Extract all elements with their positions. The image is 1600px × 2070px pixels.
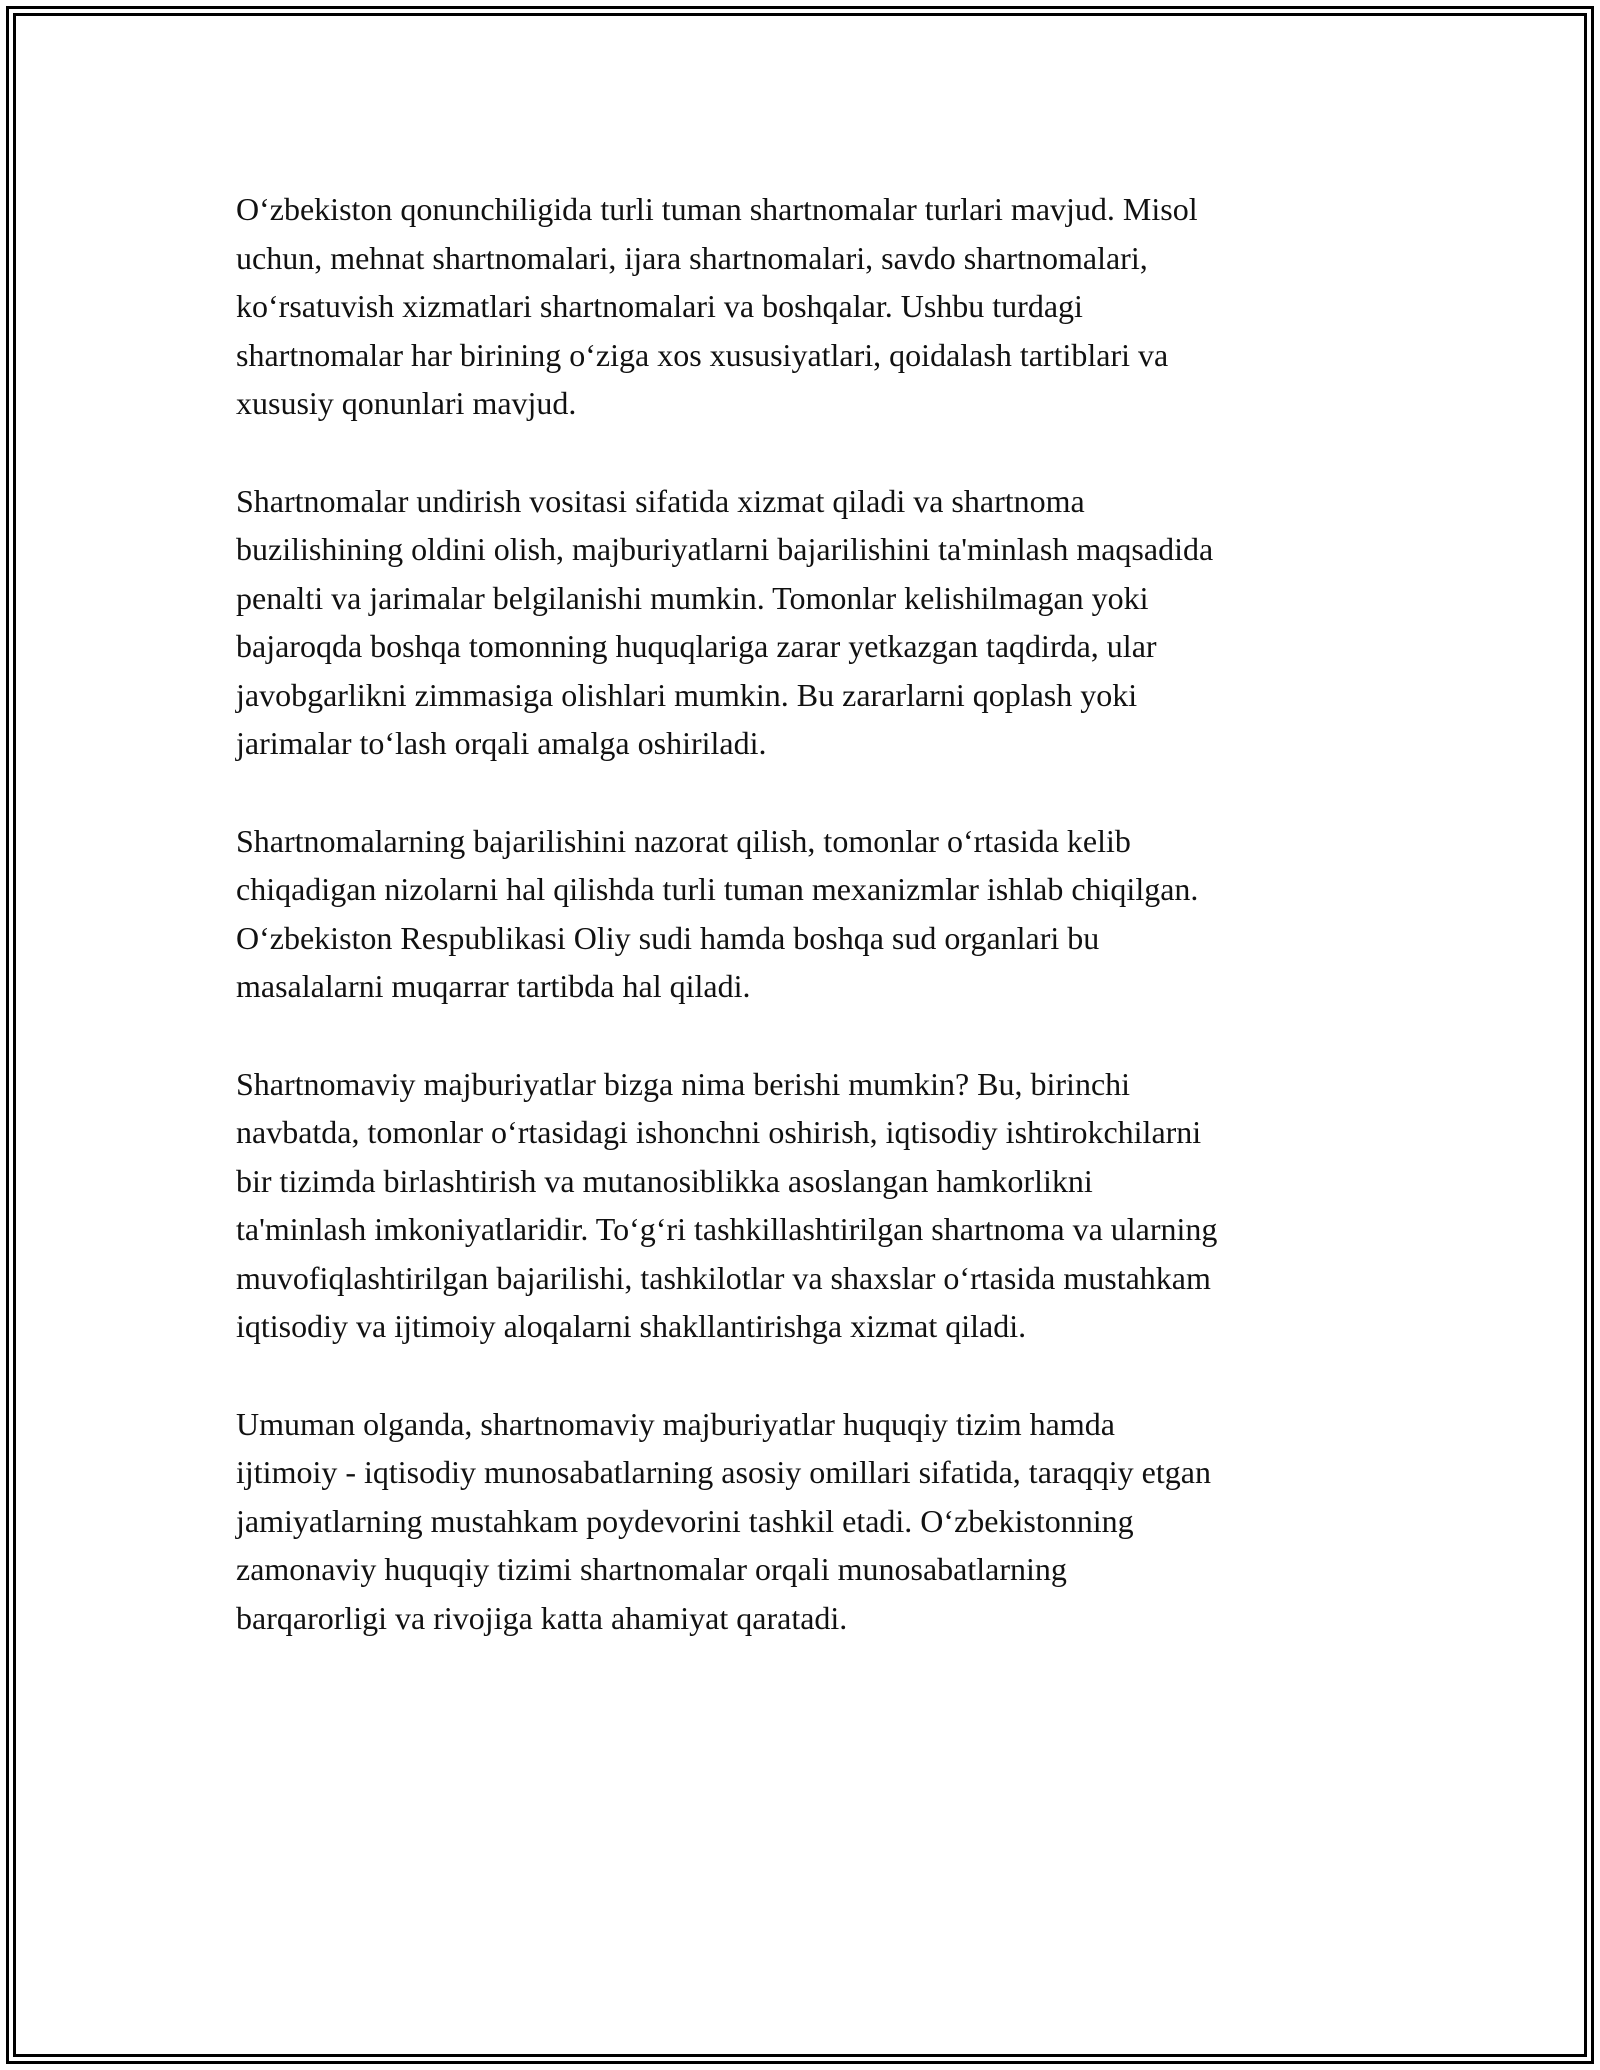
text-line: O‘zbekiston Respublikasi Oliy sudi hamda boshqa sud organlari bu xyxy=(236,919,1100,956)
text-line: uchun, mehnat shartnomalari, ijara shartnomalari, savdo shartnomalari, xyxy=(236,239,1148,276)
text-line: bajaroqda boshqa tomonning huquqlariga zarar yetkazgan taqdirda, ular xyxy=(236,628,1157,664)
text-line: ijtimoiy - iqtisodiy munosabatlarning asosiy omillari sifatida, taraqqiy etgan xyxy=(236,1454,1211,1490)
text-line: jarimalar to‘lash orqali amalga oshiriladi. xyxy=(236,725,767,761)
document-body xyxy=(236,185,1386,1691)
text-line: O‘zbekiston qonunchiligida turli tuman shartnomalar turlari mavjud. Misol xyxy=(236,191,1198,227)
text-line: iqtisodiy va ijtimoiy aloqalarni shakllantirishga xizmat qiladi. xyxy=(236,1308,1027,1344)
text-line: Shartnomaviy majburiyatlar bizga nima berishi mumkin? Bu, birinchi xyxy=(236,1065,1131,1102)
text-line: muvofiqlashtirilgan bajarilishi, tashkilotlar va shaxslar o‘rtasida mustahkam xyxy=(236,1259,1211,1296)
text-line: bir tizimda birlashtirish va mutanosiblikka asoslangan hamkorlikni xyxy=(236,1162,1093,1199)
text-line: Shartnomalar undirish vositasi sifatida xizmat qiladi va shartnoma xyxy=(236,482,1085,519)
text-line: zamonaviy huquqiy tizimi shartnomalar orqali munosabatlarning xyxy=(236,1551,1067,1587)
paragraph-conclusion xyxy=(236,1400,1386,1643)
paragraph-enforcement xyxy=(236,477,1386,768)
text-line: ko‘rsatuvish xizmatlari shartnomalari va boshqalar. Ushbu turdagi xyxy=(236,288,1083,324)
text-line: shartnomalar har birining o‘ziga xos xususiyatlari, qoidalash tartiblari va xyxy=(236,336,1169,373)
paragraph-benefits xyxy=(236,1060,1386,1351)
text-line: xususiy qonunlari mavjud. xyxy=(236,385,577,421)
text-line: penalti va jarimalar belgilanishi mumkin. Tomonlar kelishilmagan yoki xyxy=(236,579,1149,616)
text-line: masalalarni muqarrar tartibda hal qiladi. xyxy=(236,968,751,1004)
text-line: barqarorligi va rivojiga katta ahamiyat qaratadi. xyxy=(236,1599,848,1636)
text-line: chiqadigan nizolarni hal qilishda turli tuman mexanizmlar ishlab chiqilgan. xyxy=(236,871,1199,907)
paragraph-contract-types xyxy=(236,185,1386,428)
paragraph-dispute-resolution xyxy=(236,817,1386,1011)
text-line: javobgarlikni zimmasiga olishlari mumkin. Bu zararlarni qoplash yoki xyxy=(236,676,1138,713)
text-line: navbatda, tomonlar o‘rtasidagi ishonchni oshirish, iqtisodiy ishtirokchilarni xyxy=(236,1114,1202,1150)
text-line: ta'minlash imkoniyatlaridir. To‘g‘ri tashkillashtirilgan shartnoma va ularning xyxy=(236,1211,1218,1247)
text-line: Shartnomalarning bajarilishini nazorat qilish, tomonlar o‘rtasida kelib xyxy=(236,822,1131,859)
text-line: buzilishining oldini olish, majburiyatlarni bajarilishini ta'minlash maqsadida xyxy=(236,531,1214,567)
text-line: jamiyatlarning mustahkam poydevorini tashkil etadi. O‘zbekistonning xyxy=(236,1502,1134,1539)
text-line: Umuman olganda, shartnomaviy majburiyatlar huquqiy tizim hamda xyxy=(236,1405,1115,1442)
